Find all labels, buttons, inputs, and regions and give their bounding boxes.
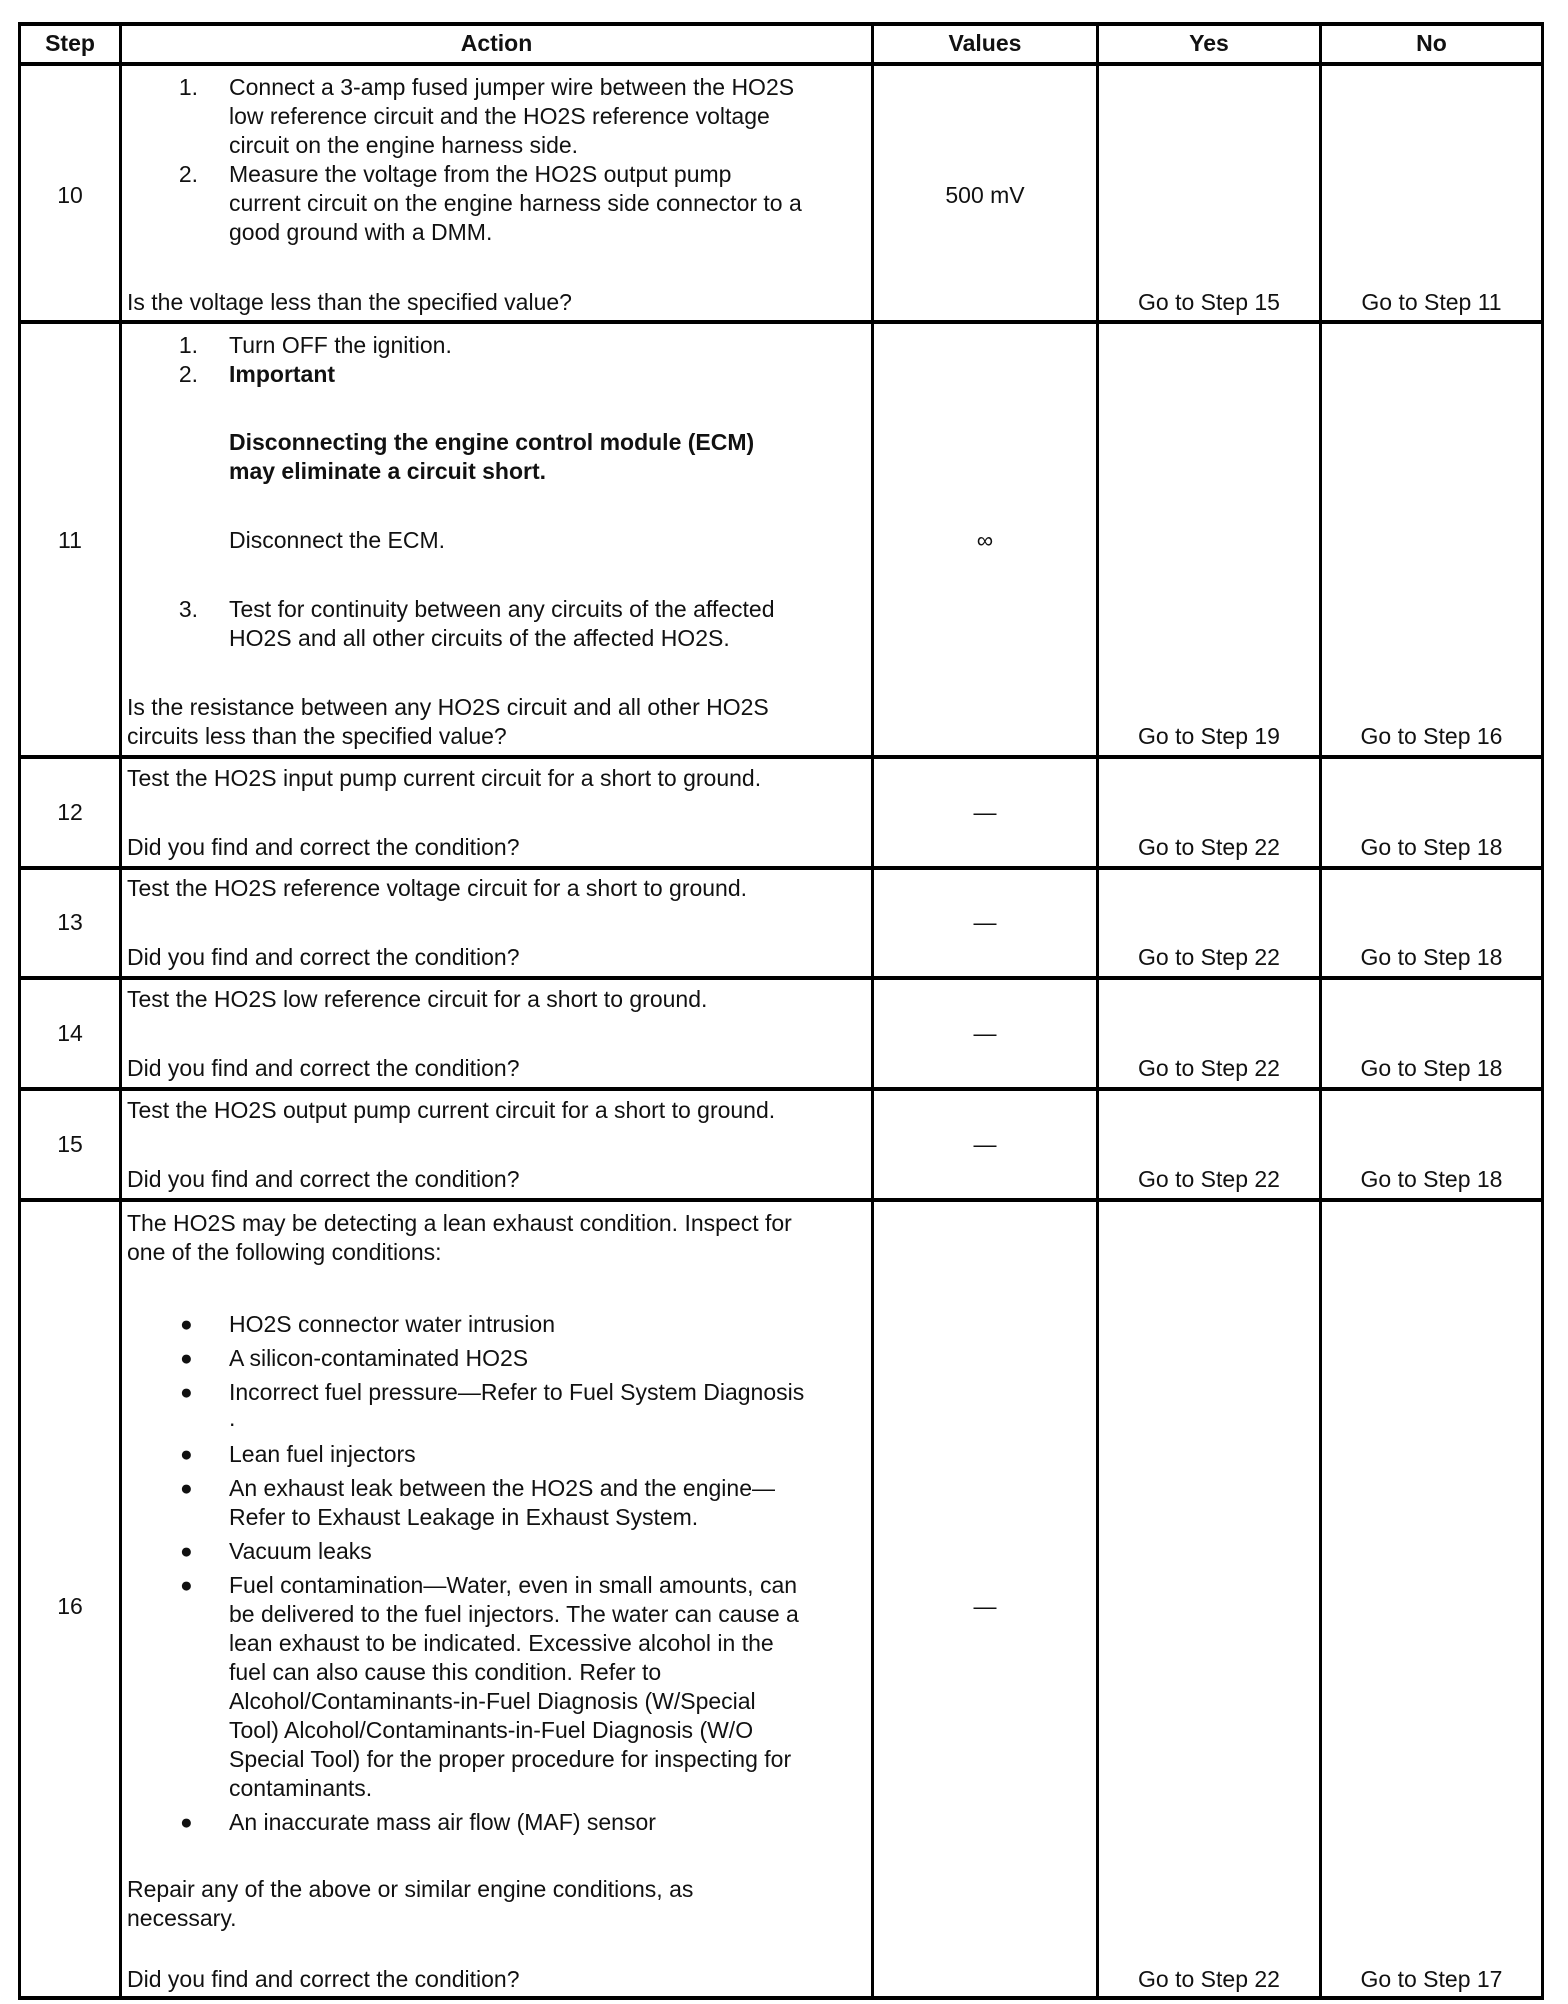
col-rule-2 [871, 22, 874, 2000]
bullet-icon: ● [180, 1443, 193, 1466]
bullet-text: Vacuum leaks [229, 1538, 372, 1564]
action-line: Connect a 3-amp fused jumper wire between the HO2S [229, 74, 795, 100]
action-line: Disconnect the ECM. [229, 527, 446, 553]
step-number: 12 [57, 799, 83, 825]
item-number: 3. [178, 596, 198, 622]
question-text: Did you find and correct the condition? [127, 834, 520, 860]
yes-cell: Go to Step 15 [1138, 289, 1280, 315]
bullet-icon: ● [180, 1811, 193, 1834]
bullet-icon: ● [180, 1477, 193, 1500]
action-line: one of the following conditions: [127, 1239, 442, 1265]
bullet-text: be delivered to the fuel injectors. The water can cause a [229, 1601, 799, 1627]
step-number: 14 [57, 1020, 83, 1046]
yes-cell: Go to Step 22 [1138, 944, 1280, 970]
rule-13 [18, 976, 1544, 980]
question-text: Did you find and correct the condition? [127, 1966, 520, 1992]
bullet-text: Tool) Alcohol/Contaminants-in-Fuel Diagnosis (W/O [229, 1717, 754, 1743]
no-cell: Go to Step 18 [1360, 1055, 1503, 1081]
bullet-icon: ● [180, 1540, 193, 1563]
header-no: No [1416, 30, 1447, 56]
bullet-text: contaminants. [229, 1775, 373, 1801]
step-number: 10 [57, 182, 83, 208]
header-yes: Yes [1189, 30, 1229, 56]
rule-top [18, 22, 1544, 26]
action-line: Measure the voltage from the HO2S output pump [229, 161, 732, 187]
col-rule-5 [1541, 22, 1544, 2000]
no-cell: Go to Step 18 [1360, 1166, 1503, 1192]
rule-header [18, 62, 1544, 66]
value-cell: — [973, 799, 997, 825]
bullet-text: Incorrect fuel pressure—Refer to Fuel System Diagnosis [229, 1379, 805, 1405]
no-cell: Go to Step 18 [1360, 834, 1503, 860]
important-label: Important [229, 361, 336, 387]
action-line: current circuit on the engine harness side connector to a [229, 190, 802, 216]
bullet-icon: ● [180, 1381, 193, 1404]
bullet-text: lean exhaust to be indicated. Excessive alcohol in the [229, 1630, 774, 1656]
bullet-icon: ● [180, 1313, 193, 1336]
rule-12 [18, 866, 1544, 870]
bullet-icon: ● [180, 1347, 193, 1370]
step-number: 16 [57, 1593, 83, 1619]
value-cell: — [973, 909, 997, 935]
value-cell: — [973, 1020, 997, 1046]
action-line: The HO2S may be detecting a lean exhaust condition. Inspect for [127, 1210, 792, 1236]
step-number: 11 [58, 527, 82, 553]
item-number: 2. [178, 161, 198, 187]
action-line: necessary. [127, 1905, 237, 1931]
yes-cell: Go to Step 19 [1138, 723, 1280, 749]
question-text: Is the resistance between any HO2S circuit and all other HO2S [127, 694, 769, 720]
question-text: Did you find and correct the condition? [127, 944, 520, 970]
bullet-text: HO2S connector water intrusion [229, 1311, 555, 1337]
yes-cell: Go to Step 22 [1138, 1055, 1280, 1081]
action-line: Repair any of the above or similar engine conditions, as [127, 1876, 694, 1902]
action-line: Test the HO2S input pump current circuit for a short to ground. [127, 765, 762, 791]
yes-cell: Go to Step 22 [1138, 1166, 1280, 1192]
bullet-text: Special Tool) for the proper procedure for inspecting for [229, 1746, 792, 1772]
value-cell: 500 mV [945, 182, 1025, 208]
col-rule-1 [119, 22, 122, 2000]
action-line: Test for continuity between any circuits of the affected [229, 596, 775, 622]
value-cell: — [973, 1131, 997, 1157]
step-number: 15 [57, 1131, 83, 1157]
rule-11 [18, 755, 1544, 759]
question-text: Did you find and correct the condition? [127, 1166, 520, 1192]
question-text: Is the voltage less than the specified value? [127, 289, 572, 315]
header-step: Step [45, 30, 95, 56]
item-number: 2. [178, 361, 198, 387]
value-cell: ∞ [976, 527, 994, 553]
bullet-text: A silicon-contaminated HO2S [229, 1345, 529, 1371]
no-cell: Go to Step 17 [1360, 1966, 1503, 1992]
yes-cell: Go to Step 22 [1138, 1966, 1280, 1992]
question-text: circuits less than the specified value? [127, 723, 507, 749]
bullet-text: An exhaust leak between the HO2S and the engine— [229, 1475, 775, 1501]
step-number: 13 [57, 909, 83, 935]
bullet-icon: ● [180, 1574, 193, 1597]
col-rule-4 [1319, 22, 1322, 2000]
rule-14 [18, 1087, 1544, 1091]
no-cell: Go to Step 16 [1360, 723, 1503, 749]
action-line: HO2S and all other circuits of the affected HO2S. [229, 625, 730, 651]
action-line: circuit on the engine harness side. [229, 132, 579, 158]
col-rule-3 [1096, 22, 1099, 2000]
no-cell: Go to Step 18 [1360, 944, 1503, 970]
bullet-text: Refer to Exhaust Leakage in Exhaust System. [229, 1504, 699, 1530]
bullet-text: . [229, 1405, 236, 1431]
header-action: Action [460, 30, 533, 56]
action-line: Test the HO2S reference voltage circuit for a short to ground. [127, 875, 748, 901]
action-line: Test the HO2S output pump current circuit for a short to ground. [127, 1097, 776, 1123]
rule-bottom [18, 1996, 1544, 2000]
header-values: Values [948, 30, 1022, 56]
rule-10 [18, 320, 1544, 324]
action-line: Turn OFF the ignition. [229, 332, 452, 358]
yes-cell: Go to Step 22 [1138, 834, 1280, 860]
action-line: low reference circuit and the HO2S reference voltage [229, 103, 770, 129]
bullet-text: Alcohol/Contaminants-in-Fuel Diagnosis (W/Special [229, 1688, 756, 1714]
col-rule-0 [18, 22, 21, 2000]
bullet-text: Lean fuel injectors [229, 1441, 416, 1467]
action-line: Test the HO2S low reference circuit for a short to ground. [127, 986, 708, 1012]
item-number: 1. [178, 74, 198, 100]
question-text: Did you find and correct the condition? [127, 1055, 520, 1081]
bullet-text: An inaccurate mass air flow (MAF) sensor [229, 1809, 656, 1835]
action-line: good ground with a DMM. [229, 219, 493, 245]
rule-15 [18, 1198, 1544, 1202]
important-note: Disconnecting the engine control module (ECM) [229, 429, 755, 455]
bullet-text: Fuel contamination—Water, even in small amounts, can [229, 1572, 798, 1598]
value-cell: — [973, 1593, 997, 1619]
important-note: may eliminate a circuit short. [229, 458, 547, 484]
bullet-text: fuel can also cause this condition. Refer to [229, 1659, 662, 1685]
item-number: 1. [178, 332, 198, 358]
no-cell: Go to Step 11 [1361, 289, 1502, 315]
